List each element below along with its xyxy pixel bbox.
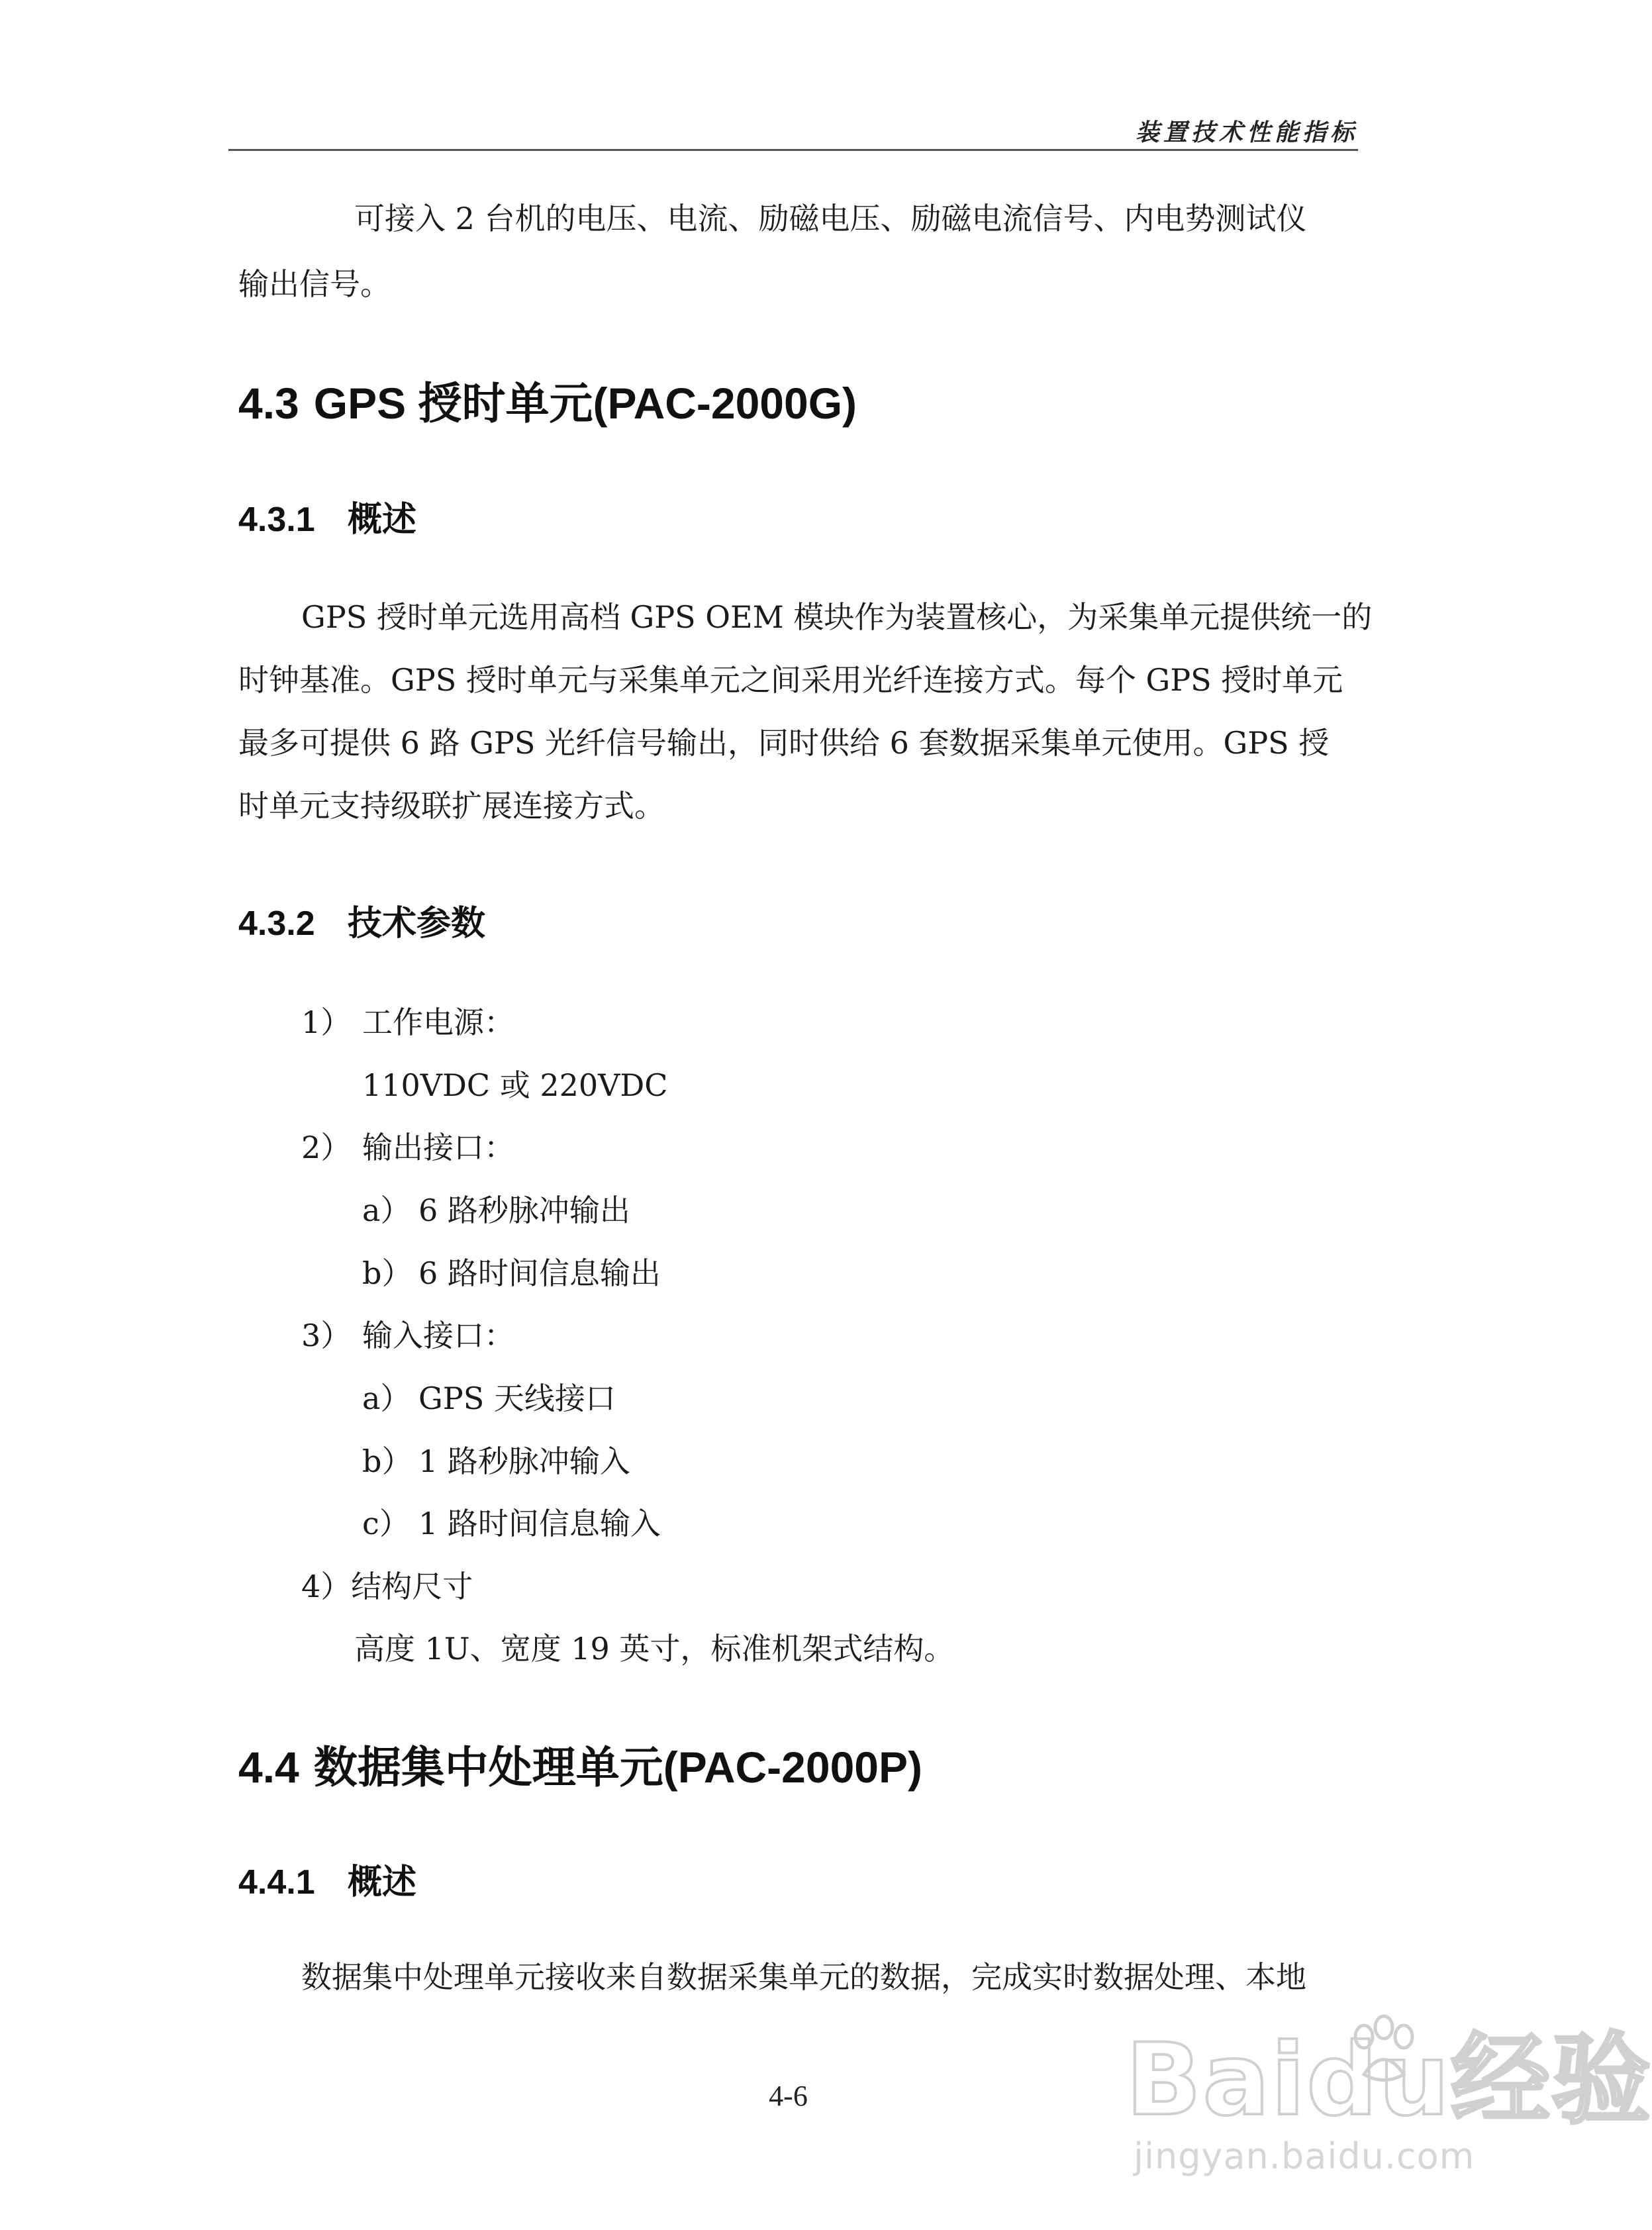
watermark-brand: Baidu经验 — [1126, 2023, 1652, 2138]
item-label: 结构尺寸 — [351, 1569, 473, 1604]
section-title: 数据集中处理单元(PAC-2000P) — [313, 1743, 922, 1792]
item-number: 3） — [301, 1318, 352, 1353]
list-item — [301, 1004, 514, 1040]
sub-item-number: a） — [362, 1192, 411, 1228]
header-rule — [228, 149, 1358, 151]
overview-line-2: 时钟基准。GPS 授时单元与采集单元之间采用光纤连接方式。每个 GPS 授时单元 — [238, 662, 1343, 698]
item-detail: 高度 1U、宽度 19 英寸，标准机架式结构。 — [354, 1631, 955, 1667]
overview-line-4: 时单元支持级联扩展连接方式。 — [238, 788, 665, 824]
intro-line-2: 输出信号。 — [238, 266, 391, 302]
item-number: 2） — [301, 1130, 352, 1165]
sub-list-item — [362, 1192, 630, 1228]
subsection-4-4-1-heading — [238, 1854, 416, 1904]
item-label: 工作电源： — [362, 1004, 514, 1040]
sub-list-item — [362, 1255, 661, 1291]
overview-line-1: 数据集中处理单元接收来自数据采集单元的数据，完成实时数据处理、本地 — [301, 1959, 1306, 1995]
sub-item-number: b） — [362, 1255, 413, 1291]
sub-list-item — [362, 1443, 630, 1479]
list-item — [301, 1132, 514, 1163]
section-title: GPS 授时单元(PAC-2000G) — [313, 379, 857, 428]
section-4-3-heading — [238, 368, 857, 431]
item-number: 4） — [301, 1569, 352, 1604]
running-header: 装置技术性能指标 — [1135, 119, 1358, 146]
subsection-title: 概述 — [348, 501, 417, 539]
paw-icon — [1344, 2012, 1424, 2091]
section-4-4-heading — [238, 1732, 922, 1795]
sub-list-item — [362, 1383, 616, 1414]
sub-item-text: 1 路秒脉冲输入 — [418, 1443, 630, 1479]
sub-item-text: 1 路时间信息输入 — [418, 1506, 661, 1541]
item-number: 1） — [301, 1004, 352, 1040]
list-item — [301, 1571, 473, 1602]
subsection-number: 4.3.1 — [238, 501, 315, 539]
list-item — [301, 1320, 514, 1351]
item-label: 输出接口： — [362, 1130, 514, 1165]
sub-item-number: b） — [362, 1443, 413, 1479]
subsection-4-3-2-heading — [238, 895, 485, 945]
sub-item-number: a） — [362, 1381, 411, 1416]
sub-item-text: 6 路秒脉冲输出 — [418, 1192, 630, 1228]
subsection-title: 概述 — [348, 1863, 417, 1902]
intro-line-1: 可接入 2 台机的电压、电流、励磁电压、励磁电流信号、内电势测试仪 — [354, 201, 1307, 236]
overview-line-3: 最多可提供 6 路 GPS 光纤信号输出，同时供给 6 套数据采集单元使用。GPS 授 — [238, 725, 1330, 761]
sub-item-text: 6 路时间信息输出 — [418, 1255, 661, 1291]
sub-item-text: GPS 天线接口 — [418, 1381, 616, 1416]
sub-list-item — [362, 1508, 661, 1539]
subsection-number: 4.4.1 — [238, 1863, 315, 1902]
watermark-url: jingyan.baidu.com — [1134, 2135, 1475, 2177]
overview-line-1: GPS 授时单元选用高档 GPS OEM 模块作为装置核心，为采集单元提供统一的 — [301, 599, 1373, 635]
subsection-title: 技术参数 — [348, 904, 486, 943]
item-detail: 110VDC 或 220VDC — [362, 1067, 668, 1103]
section-number: 4.4 — [238, 1743, 299, 1792]
subsection-number: 4.3.2 — [238, 904, 315, 943]
sub-item-number: c） — [362, 1506, 410, 1541]
baidu-watermark — [1126, 2000, 1652, 2192]
page-number: 4-6 — [769, 2080, 808, 2112]
item-label: 输入接口： — [362, 1318, 514, 1353]
section-number: 4.3 — [238, 379, 299, 428]
subsection-4-3-1-heading — [238, 491, 416, 541]
